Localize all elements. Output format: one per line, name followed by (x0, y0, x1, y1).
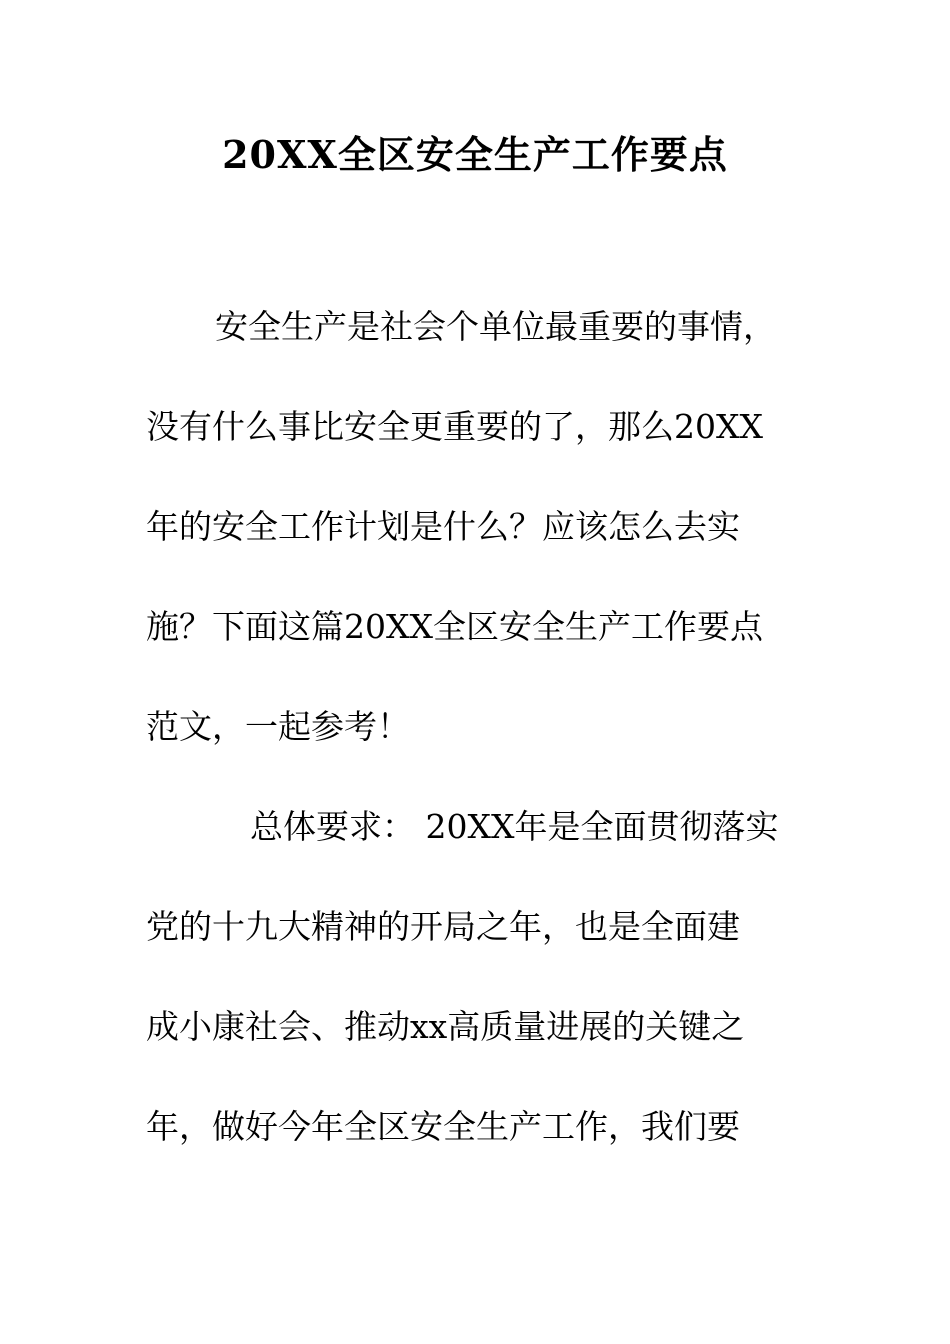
paragraph-line: 没有什么事比安全更重要的了，那么20XX (146, 407, 763, 446)
paragraph-line: 安全生产是社会个单位最重要的事情， (215, 307, 776, 346)
paragraph-line: 总体要求： 20XX年是全面贯彻落实 (250, 807, 779, 846)
paragraph-line: 施？下面这篇20XX全区安全生产工作要点 (146, 607, 763, 646)
paragraph-line: 年，做好今年全区安全生产工作，我们要 (146, 1107, 740, 1146)
paragraph-line: 范文，一起参考！ (146, 707, 410, 746)
paragraph-line: 年的安全工作计划是什么？应该怎么去实 (146, 507, 740, 546)
paragraph-line: 党的十九大精神的开局之年，也是全面建 (146, 907, 740, 946)
paragraph-line: 成小康社会、推动xx高质量进展的关键之 (146, 1007, 745, 1046)
document-title: 20XX全区安全生产工作要点 (222, 132, 728, 177)
